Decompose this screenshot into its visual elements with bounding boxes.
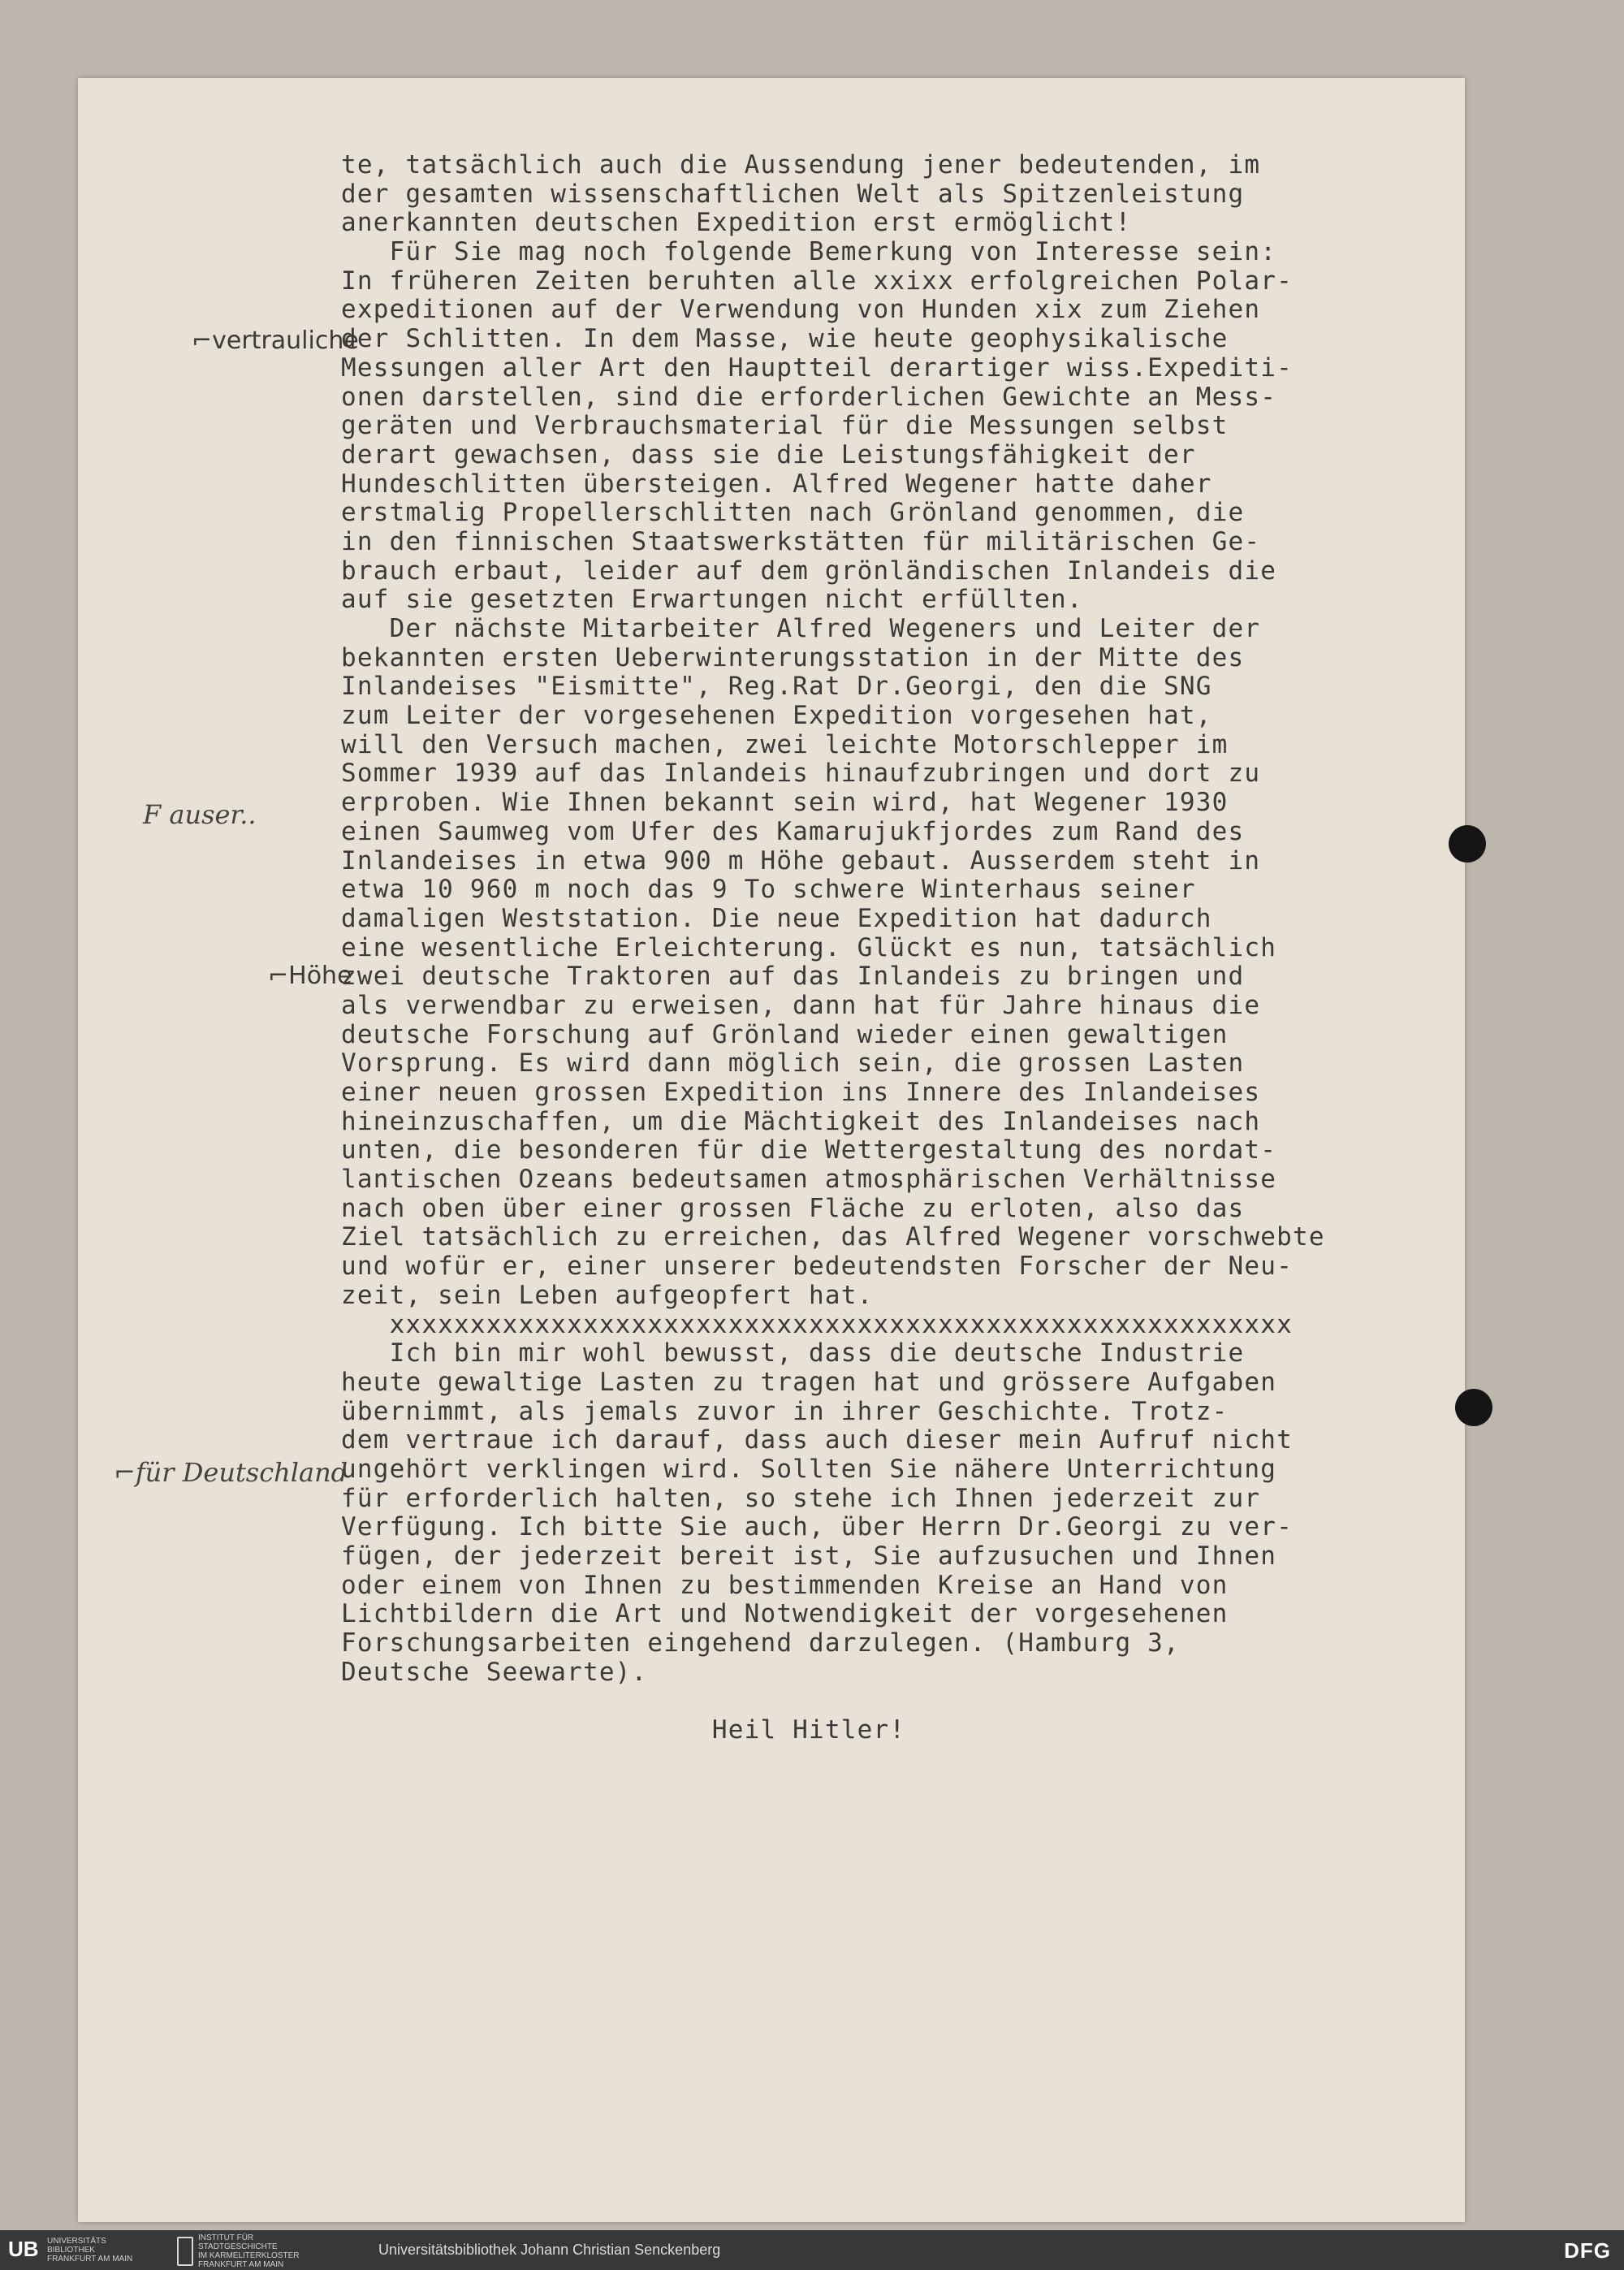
letter-line: zwei deutsche Traktoren auf das Inlandeis zu bringen und — [341, 962, 1245, 992]
letter-line: will den Versuch machen, zwei leichte Motorschlepper im — [341, 729, 1229, 759]
letter-line: Inlandeises "Eismitte", Reg.Rat Dr.Georgi, den die SNG — [341, 672, 1212, 702]
letter-line: te, tatsächlich auch die Aussendung jener bedeutenden, im — [341, 150, 1261, 179]
letter-line — [341, 1687, 1575, 1716]
letter-line: Vorsprung. Es wird dann möglich sein, die grossen Lasten — [341, 1049, 1245, 1079]
insert-mark-icon: ⌐ — [268, 962, 289, 990]
footer-bar — [0, 2230, 1624, 2270]
letter-line: onen darstellen, sind die erforderlichen Gewichte an Mess- — [341, 382, 1277, 412]
institut-crest-icon — [177, 2237, 193, 2266]
letter-line: einer neuen grossen Expedition ins Innere des Inlandeises — [341, 1078, 1261, 1107]
ub-logo-text: UNIVERSITÄTS BIBLIOTHEK FRANKFURT AM MAIN — [47, 2237, 133, 2264]
institut-logo-text: INSTITUT FÜR STADTGESCHICHTE IM KARMELITERKLOSTER FRANKFURT AM MAIN — [198, 2233, 300, 2269]
letter-line: erproben. Wie Ihnen bekannt sein wird, hat Wegener 1930 — [341, 788, 1229, 818]
letter-line: in den finnischen Staatswerkstätten für militärischen Ge- — [341, 526, 1261, 556]
letter-line: und wofür er, einer unserer bedeutendsten Forscher der Neu- — [341, 1252, 1293, 1282]
dfg-logo: DFG — [1564, 2238, 1611, 2263]
letter-line: bekannten ersten Ueberwinterungsstation in der Mitte des — [341, 642, 1245, 672]
letter-line: oder einem von Ihnen zu bestimmenden Kreise an Hand von — [341, 1570, 1229, 1600]
letter-line: Inlandeises in etwa 900 m Höhe gebaut. Ausserdem steht in — [341, 845, 1261, 876]
letter-line: zum Leiter der vorgesehenen Expedition vorgesehen hat, — [341, 701, 1212, 731]
letter-line: Der nächste Mitarbeiter Alfred Wegeners und Leiter der — [341, 614, 1261, 643]
punch-hole-upper — [1449, 825, 1486, 863]
letter-line: fügen, der jederzeit bereit ist, Sie aufzusuchen und Ihnen — [341, 1541, 1277, 1571]
letter-line: expeditionen auf der Verwendung von Hunden xix zum Ziehen — [341, 295, 1261, 325]
letter-line: für erforderlich halten, so stehe ich Ihnen jederzeit zur — [341, 1483, 1261, 1513]
letter-line: Ich bin mir wohl bewusst, dass die deutsche Industrie — [341, 1338, 1245, 1368]
letter-line: Ziel tatsächlich zu erreichen, das Alfred Wegener vorschwebte — [341, 1222, 1325, 1252]
letter-line: als verwendbar zu erweisen, dann hat für Jahre hinaus die — [341, 990, 1261, 1020]
letter-line: eine wesentliche Erleichterung. Glückt es nun, tatsächlich — [341, 932, 1277, 962]
margin-note-vertrauliche: ⌐vertrauliche — [192, 326, 359, 355]
letter-line: auf sie gesetzten Erwartungen nicht erfüllten. — [341, 585, 1083, 615]
margin-note-fuer-deutschland: ⌐für Deutschland — [114, 1457, 348, 1488]
margin-note-hoehe: ⌐Höhe — [268, 962, 352, 990]
letter-line: erstmalig Propellerschlitten nach Grönland genommen, die — [341, 498, 1245, 528]
letter-line: nach oben über einer grossen Fläche zu erloten, also das — [341, 1193, 1245, 1223]
letter-line: Messungen aller Art den Hauptteil derartiger wiss.Expediti- — [341, 352, 1293, 383]
letter-line: hineinzuschaffen, um die Mächtigkeit des Inlandeises nach — [341, 1106, 1261, 1136]
letter-line: Hundeschlitten übersteigen. Alfred Wegener hatte daher — [341, 469, 1212, 499]
letter-line: geräten und Verbrauchsmaterial für die Messungen selbst — [341, 411, 1229, 441]
letter-line: einen Saumweg vom Ufer des Kamarujukfjordes zum Rand des — [341, 816, 1245, 846]
punch-hole-lower — [1455, 1389, 1492, 1426]
letter-line: Forschungsarbeiten eingehend darzulegen. (Hamburg 3, — [341, 1628, 1180, 1658]
margin-note-ausser: F auser.. — [143, 799, 257, 830]
letter-line: Sommer 1939 auf das Inlandeis hinaufzubringen und dort zu — [341, 759, 1261, 789]
letter-line: damaligen Weststation. Die neue Expedition hat dadurch — [341, 903, 1212, 933]
letter-line: unten, die besonderen für die Wettergestaltung des nordat- — [341, 1135, 1277, 1165]
letter-line: Heil Hitler! — [341, 1715, 906, 1745]
letter-line: heute gewaltige Lasten zu tragen hat und grössere Aufgaben — [341, 1367, 1277, 1397]
insert-mark-icon: ⌐ — [114, 1457, 136, 1488]
letter-line: übernimmt, als jemals zuvor in ihrer Geschichte. Trotz- — [341, 1396, 1229, 1426]
letter-line: zeit, sein Leben aufgeopfert hat. — [341, 1280, 874, 1310]
letter-line: brauch erbaut, leider auf dem grönländischen Inlandeis die — [341, 556, 1277, 586]
letter-line: dem vertraue ich darauf, dass auch dieser mein Aufruf nicht — [341, 1425, 1293, 1455]
letter-line: deutsche Forschung auf Grönland wieder einen gewaltigen — [341, 1019, 1229, 1049]
letter-line: ungehört verklingen wird. Sollten Sie nähere Unterrichtung — [341, 1454, 1277, 1484]
letter-line: derart gewachsen, dass sie die Leistungsfähigkeit der — [341, 439, 1196, 469]
letter-line: Lichtbildern die Art und Notwendigkeit der vorgesehenen — [341, 1599, 1229, 1629]
letter-line: der Schlitten. In dem Masse, wie heute geophysikalische — [341, 324, 1229, 354]
letter-line: Für Sie mag noch folgende Bemerkung von Interesse sein: — [341, 237, 1277, 267]
letter-line: Deutsche Seewarte). — [341, 1657, 648, 1687]
letter-line: der gesamten wissenschaftlichen Welt als Spitzenleistung — [341, 179, 1245, 209]
letter-line: Verfügung. Ich bitte Sie auch, über Herrn Dr.Georgi zu ver- — [341, 1512, 1293, 1542]
letter-line: anerkannten deutschen Expedition erst ermöglicht! — [341, 208, 1132, 238]
library-name: Universitätsbibliothek Johann Christian Senckenberg — [378, 2242, 721, 2258]
ub-logo: UB — [8, 2237, 39, 2261]
letter-line: lantischen Ozeans bedeutsamen atmosphärischen Verhältnisse — [341, 1165, 1277, 1195]
letter-line: etwa 10 960 m noch das 9 To schwere Winterhaus seiner — [341, 875, 1196, 905]
letter-line: In früheren Zeiten beruhten alle xxixx erfolgreichen Polar- — [341, 266, 1293, 296]
insert-mark-icon: ⌐ — [192, 326, 213, 355]
letter-body — [341, 151, 1575, 1745]
letter-line: xxxxxxxxxxxxxxxxxxxxxxxxxxxxxxxxxxxxxxxxxxxxxxxxxxxxxxxx — [341, 1309, 1293, 1339]
